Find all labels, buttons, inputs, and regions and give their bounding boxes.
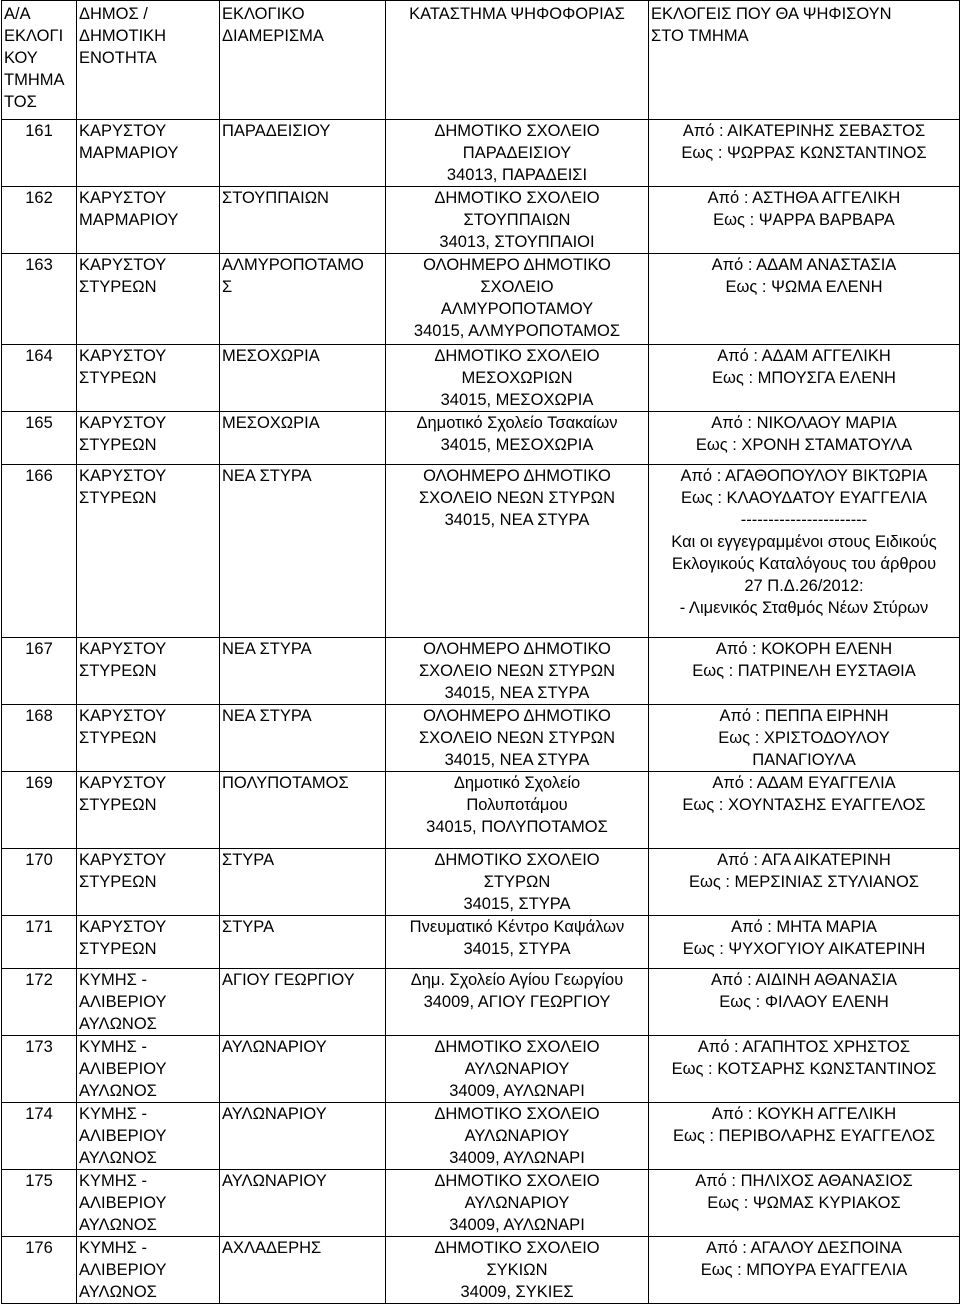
text-line: 27 Π.Δ.26/2012: [744,577,864,595]
district-cell [220,916,386,969]
text-line: Από : ΑΔΑΜ ΑΝΑΣΤΑΣΙΑ [711,256,897,274]
municipality-cell [77,465,220,638]
polling-station-cell [386,187,649,254]
text-line: ΣΤΥΡΕΩΝ [79,489,157,507]
text-line: 34015, ΝΕΑ ΣΤΥΡΑ [444,684,590,702]
text-line: ΣΤΥΡΕΩΝ [79,729,157,747]
table-row [2,254,960,345]
text-line: Εως : ΨΩΜΑ ΕΛΕΝΗ [725,278,883,296]
text-line: ΑΛΙΒΕΡΙΟΥ [79,1127,167,1145]
text-line: ΑΛΙΒΕΡΙΟΥ [79,1060,167,1078]
text-line: 34015, ΑΛΜΥΡΟΠΟΤΑΜΟΣ [413,322,621,340]
table-row [2,638,960,705]
text-line: ΚΟΥ [4,49,38,67]
table-row [2,772,960,849]
text-line: ΑΥΛΩΝΑΡΙΟΥ [464,1194,570,1212]
text-line: ΚΑΡΥΣΤΟΥ [79,707,167,725]
voters-range-cell [649,916,960,969]
voters-range-cell [649,1103,960,1170]
text-line: ΣΧΟΛΕΙΟ ΝΕΩΝ ΣΤΥΡΩΝ [418,662,616,680]
text-line: ΑΥΛΩΝΑΡΙΟΥ [222,1105,327,1123]
polling-station-cell [386,849,649,916]
text-line: 34015, ΣΤΥΡΑ [463,895,571,913]
section-number-cell: 172 [2,969,77,1036]
text-line: ΑΥΛΩΝΟΣ [79,1216,157,1234]
district-cell [220,465,386,638]
text-line: ΚΑΡΥΣΤΟΥ [79,918,167,936]
table-row [2,1036,960,1103]
municipality-cell [77,412,220,465]
text-line: ΟΛΟΗΜΕΡΟ ΔΗΜΟΤΙΚΟ [423,707,611,725]
text-line: ΚΑΡΥΣΤΟΥ [79,122,167,140]
polling-station-cell [386,412,649,465]
text-line: ΑΥΛΩΝΟΣ [79,1149,157,1167]
text-line: Και οι εγγεγραμμένοι στους Ειδικούς [671,533,937,551]
text-line: Δημοτικό Σχολείο [453,774,581,792]
text-line: Α/Α [4,5,31,23]
text-line: Εως : ΜΠΟΥΡΑ ΕΥΑΓΓΕΛΙΑ [700,1261,908,1279]
text-line: Από : ΑΔΑΜ ΑΓΓΕΛΙΚΗ [717,347,891,365]
section-number-cell: 162 [2,187,77,254]
table-row [2,412,960,465]
text-line: ΔΗΜΟΤΙΚΟ ΣΧΟΛΕΙΟ [434,1038,600,1056]
text-line: ΜΕΣΟΧΩΡΙΩΝ [461,369,573,387]
text-line: Από : ΠΗΛΙΧΟΣ ΑΘΑΝΑΣΙΟΣ [695,1172,913,1190]
section-number-cell: 164 [2,345,77,412]
section-number-cell: 167 [2,638,77,705]
text-line: 34013, ΣΤΟΥΠΠΑΙΟΙ [439,233,595,251]
municipality-cell [77,1036,220,1103]
text-line: ΕΚΛΟΓΙ [4,27,64,45]
text-line: Εως : ΚΟΤΣΑΡΗΣ ΚΩΝΣΤΑΝΤΙΝΟΣ [671,1060,937,1078]
text-line: Εως : ΧΡΙΣΤΟΔΟΥΛΟΥ [718,729,890,747]
text-line: ΣΥΚΙΩΝ [486,1261,548,1279]
municipality-cell [77,187,220,254]
text-line: ΣΤΥΡΕΩΝ [79,940,157,958]
text-line: ΑΥΛΩΝΑΡΙΟΥ [464,1060,570,1078]
text-line: ΝΕΑ ΣΤΥΡΑ [222,707,312,725]
text-line: Εως : ΦΙΛΑΟΥ ΕΛΕΝΗ [719,993,889,1011]
text-line: ΝΕΑ ΣΤΥΡΑ [222,640,312,658]
text-line: ΠΑΡΑΔΕΙΣΙΟΥ [462,144,572,162]
text-line: 34009, ΑΥΛΩΝΑΡΙ [449,1082,585,1100]
header-electoral-district [220,1,386,120]
text-line: ΑΥΛΩΝΑΡΙΟΥ [464,1127,570,1145]
text-line: ΔΗΜΟΤΙΚΟ ΣΧΟΛΕΙΟ [434,122,600,140]
polling-station-cell [386,345,649,412]
municipality-cell [77,1103,220,1170]
voters-range-cell [649,465,960,638]
text-line: ΔΗΜΟΤΙΚΟ ΣΧΟΛΕΙΟ [434,189,600,207]
text-line: ΑΛΜΥΡΟΠΟΤΑΜΟΥ [440,300,594,318]
section-number-cell: 173 [2,1036,77,1103]
text-line: ΕΚΛΟΓΙΚΟ [222,5,305,23]
district-cell [220,1103,386,1170]
voters-range-cell [649,254,960,345]
text-line: ΕΝΟΤΗΤΑ [79,49,157,67]
table-row [2,705,960,772]
text-line: 34009, ΑΓΙΟΥ ΓΕΩΡΓΙΟΥ [423,993,611,1011]
text-line: Εως : ΠΕΡΙΒΟΛΑΡΗΣ ΕΥΑΓΓΕΛΟΣ [672,1127,936,1145]
district-cell [220,254,386,345]
section-number-cell: 165 [2,412,77,465]
text-line: Από : ΑΓΑΠΗΤΟΣ ΧΡΗΣΤΟΣ [697,1038,911,1056]
text-line: ΚΑΡΥΣΤΟΥ [79,851,167,869]
table-row [2,187,960,254]
polling-station-cell [386,465,649,638]
text-line: Από : ΑΣΤΗΘΑ ΑΓΓΕΛΙΚΗ [707,189,901,207]
text-line: ΣΤΥΡΕΩΝ [79,369,157,387]
text-line: ΑΥΛΩΝΑΡΙΟΥ [222,1172,327,1190]
table-row [2,465,960,638]
district-cell [220,345,386,412]
text-line: 34015, ΜΕΣΟΧΩΡΙΑ [440,391,594,409]
text-line: ΣΤΥΡΕΩΝ [79,662,157,680]
header-municipality [77,1,220,120]
polling-station-cell [386,1103,649,1170]
table-row [2,1237,960,1304]
voters-range-cell [649,120,960,187]
text-line: 34015, ΣΤΥΡΑ [463,940,571,958]
text-line: ΔΗΜΟΤΙΚΟ ΣΧΟΛΕΙΟ [434,1172,600,1190]
text-line: ΣΤΥΡΕΩΝ [79,796,157,814]
voters-range-cell [649,1237,960,1304]
text-line: ΣΤΥΡΕΩΝ [79,278,157,296]
text-line: - Λιμενικός Σταθμός Νέων Στύρων [679,599,929,617]
voters-range-cell [649,969,960,1036]
text-line: ΟΛΟΗΜΕΡΟ ΔΗΜΟΤΙΚΟ [423,640,611,658]
text-line: Από : ΑΔΑΜ ΕΥΑΓΓΕΛΙΑ [712,774,896,792]
text-line: ΣΤΟΥΠΠΑΙΩΝ [463,211,571,229]
voters-range-cell [649,705,960,772]
municipality-cell [77,254,220,345]
text-line: ΚΑΡΥΣΤΟΥ [79,347,167,365]
district-cell [220,1237,386,1304]
text-line: ΔΗΜΟΣ / [79,5,148,23]
text-line: Εως : ΨΩΡΡΑΣ ΚΩΝΣΤΑΝΤΙΝΟΣ [681,144,927,162]
text-line: ΣΤΥΡΑ [222,918,275,936]
text-line: Εως : ΨΑΡΡΑ ΒΑΡΒΑΡΑ [713,211,895,229]
text-line: Εως : ΠΑΤΡΙΝΕΛΗ ΕΥΣΤΑΘΙΑ [692,662,916,680]
municipality-cell [77,705,220,772]
text-line: ΔΗΜΟΤΙΚΟ ΣΧΟΛΕΙΟ [434,1239,600,1257]
text-line: Εως : ΜΠΟΥΣΓΑ ΕΛΕΝΗ [712,369,896,387]
polling-station-cell [386,638,649,705]
text-line: 34009, ΑΥΛΩΝΑΡΙ [449,1149,585,1167]
voters-range-cell [649,1170,960,1237]
voters-range-cell [649,412,960,465]
section-number-cell: 169 [2,772,77,849]
section-number-cell: 175 [2,1170,77,1237]
municipality-cell [77,916,220,969]
text-line: ΟΛΟΗΜΕΡΟ ΔΗΜΟΤΙΚΟ [423,256,611,274]
text-line: ΔΗΜΟΤΙΚΟ ΣΧΟΛΕΙΟ [434,1105,600,1123]
text-line: ΣΧΟΛΕΙΟ ΝΕΩΝ ΣΤΥΡΩΝ [418,489,616,507]
district-cell [220,705,386,772]
text-line: 34009, ΣΥΚΙΕΣ [460,1283,574,1301]
table-row [2,969,960,1036]
text-line: ΣΤΥΡΩΝ [483,873,551,891]
header-polling-section-number [2,1,77,120]
municipality-cell [77,345,220,412]
text-line: ΔΗΜΟΤΙΚΗ [79,27,167,45]
section-number-cell: 176 [2,1237,77,1304]
text-line: ΚΑΤΑΣΤΗΜΑ ΨΗΦΟΦΟΡΙΑΣ [409,5,625,23]
text-line: ΤΟΣ [4,93,37,111]
text-line: ΑΛΙΒΕΡΙΟΥ [79,1261,167,1279]
section-number-cell: 166 [2,465,77,638]
text-line: ΜΑΡΜΑΡΙΟΥ [79,144,179,162]
text-line: Από : ΚΟΥΚΗ ΑΓΓΕΛΙΚΗ [711,1105,897,1123]
section-number-cell: 161 [2,120,77,187]
text-line: ΠΟΛΥΠΟΤΑΜΟΣ [222,774,349,792]
text-line: ΚΑΡΥΣΤΟΥ [79,774,167,792]
text-line: Από : ΑΙΚΑΤΕΡΙΝΗΣ ΣΕΒΑΣΤΟΣ [682,122,926,140]
text-line: ΑΓΙΟΥ ΓΕΩΡΓΙΟΥ [222,971,355,989]
table-row [2,345,960,412]
header-polling-station [386,1,649,120]
municipality-cell [77,120,220,187]
text-line: ΚΑΡΥΣΤΟΥ [79,256,167,274]
section-number-cell: 163 [2,254,77,345]
district-cell [220,849,386,916]
text-line: Πνευματικό Κέντρο Καψάλων [409,918,625,936]
text-line: 34009, ΑΥΛΩΝΑΡΙ [449,1216,585,1234]
voters-range-cell [649,772,960,849]
text-line: ΣΤΟ ΤΜΗΜΑ [651,27,749,45]
section-number-cell: 171 [2,916,77,969]
district-cell [220,1170,386,1237]
text-line: Από : ΑΓΑ ΑΙΚΑΤΕΡΙΝΗ [717,851,891,869]
polling-station-cell [386,1036,649,1103]
table-row [2,1170,960,1237]
municipality-cell [77,772,220,849]
text-line: ΜΕΣΟΧΩΡΙΑ [222,414,320,432]
text-line: ΚΥΜΗΣ - [79,1172,147,1190]
text-line: Από : ΜΗΤΑ ΜΑΡΙΑ [731,918,877,936]
text-line: ΟΛΟΗΜΕΡΟ ΔΗΜΟΤΙΚΟ [423,467,611,485]
text-line: Πολυποτάμου [466,796,568,814]
text-line: Από : ΑΓΑΘΟΠΟΥΛΟΥ ΒΙΚΤΩΡΙΑ [680,467,928,485]
text-line: ΑΛΜΥΡΟΠΟΤΑΜΟ [222,256,364,274]
polling-station-cell [386,969,649,1036]
text-line: ΑΥΛΩΝΟΣ [79,1015,157,1033]
text-line: Εως : ΚΛΑΟΥΔΑΤΟΥ ΕΥΑΓΓΕΛΙΑ [680,489,928,507]
text-line: ΜΑΡΜΑΡΙΟΥ [79,211,179,229]
text-line: Εως : ΨΩΜΑΣ ΚΥΡΙΑΚΟΣ [707,1194,901,1212]
text-line: Εως : ΧΟΥΝΤΑΣΗΣ ΕΥΑΓΓΕΛΟΣ [682,796,926,814]
polling-station-cell [386,1170,649,1237]
text-line: ΑΥΛΩΝΟΣ [79,1283,157,1301]
text-line: ΚΥΜΗΣ - [79,971,147,989]
text-line: Εκλογικούς Καταλόγους του άρθρου [671,555,937,573]
municipality-cell [77,849,220,916]
text-line: ΚΥΜΗΣ - [79,1105,147,1123]
text-line: ΠΑΡΑΔΕΙΣΙΟΥ [222,122,331,140]
district-cell [220,638,386,705]
polling-station-cell [386,705,649,772]
text-line: ΠΑΝΑΓΙΟΥΛΑ [752,751,856,769]
text-line: ΑΧΛΑΔΕΡΗΣ [222,1239,322,1257]
text-line: ----------------------- [740,511,868,529]
text-line: Από : ΝΙΚΟΛΑΟΥ ΜΑΡΙΑ [711,414,897,432]
text-line: ΚΥΜΗΣ - [79,1038,147,1056]
text-line: 34015, ΜΕΣΟΧΩΡΙΑ [440,436,594,454]
text-line: ΝΕΑ ΣΤΥΡΑ [222,467,312,485]
section-number-cell: 174 [2,1103,77,1170]
text-line: ΣΤΟΥΠΠΑΙΩΝ [222,189,329,207]
table-row [2,849,960,916]
polling-station-cell [386,120,649,187]
text-line: ΑΛΙΒΕΡΙΟΥ [79,993,167,1011]
table-row [2,120,960,187]
text-line: ΣΤΥΡΕΩΝ [79,436,157,454]
text-line: ΚΑΡΥΣΤΟΥ [79,189,167,207]
table-row [2,916,960,969]
text-line: Από : ΚΟΚΟΡΗ ΕΛΕΝΗ [715,640,893,658]
text-line: ΣΤΥΡΕΩΝ [79,873,157,891]
text-line: Δημ. Σχολείο Αγίου Γεωργίου [410,971,624,989]
district-cell [220,187,386,254]
section-number-cell: 168 [2,705,77,772]
text-line: ΣΧΟΛΕΙΟ ΝΕΩΝ ΣΤΥΡΩΝ [418,729,616,747]
text-line: ΔΙΑΜΕΡΙΣΜΑ [222,27,324,45]
text-line: Από : ΠΕΠΠΑ ΕΙΡΗΝΗ [719,707,889,725]
municipality-cell [77,1237,220,1304]
text-line: ΣΤΥΡΑ [222,851,275,869]
polling-stations-table [1,0,960,1304]
text-line: 34015, ΝΕΑ ΣΤΥΡΑ [444,511,590,529]
voters-range-cell [649,849,960,916]
municipality-cell [77,1170,220,1237]
district-cell [220,120,386,187]
section-number-cell: 170 [2,849,77,916]
header-voters [649,1,960,120]
text-line: ΚΑΡΥΣΤΟΥ [79,414,167,432]
text-line: ΑΥΛΩΝΟΣ [79,1082,157,1100]
text-line: ΚΥΜΗΣ - [79,1239,147,1257]
text-line: Εως : ΜΕΡΣΙΝΙΑΣ ΣΤΥΛΙΑΝΟΣ [688,873,920,891]
text-line: Εως : ΨΥΧΟΓΥΙΟΥ ΑΙΚΑΤΕΡΙΝΗ [682,940,926,958]
district-cell [220,969,386,1036]
text-line: 34015, ΠΟΛΥΠΟΤΑΜΟΣ [426,818,608,836]
voters-range-cell [649,638,960,705]
table-row [2,1103,960,1170]
text-line: ΚΑΡΥΣΤΟΥ [79,640,167,658]
polling-station-cell [386,1237,649,1304]
text-line: ΑΥΛΩΝΑΡΙΟΥ [222,1038,327,1056]
district-cell [220,772,386,849]
district-cell [220,412,386,465]
text-line: ΣΧΟΛΕΙΟ [480,278,554,296]
text-line: Εως : ΧΡΟΝΗ ΣΤΑΜΑΤΟΥΛΑ [695,436,913,454]
text-line: ΔΗΜΟΤΙΚΟ ΣΧΟΛΕΙΟ [434,347,600,365]
municipality-cell [77,969,220,1036]
text-line: ΔΗΜΟΤΙΚΟ ΣΧΟΛΕΙΟ [434,851,600,869]
text-line: Από : ΑΓΑΛΟΥ ΔΕΣΠΟΙΝΑ [706,1239,902,1257]
polling-station-cell [386,916,649,969]
text-line: Από : ΑΙΔΙΝΗ ΑΘΑΝΑΣΙΑ [710,971,898,989]
text-line: 34013, ΠΑΡΑΔΕΙΣΙ [446,166,588,184]
voters-range-cell [649,187,960,254]
header-row [2,1,960,120]
polling-station-cell [386,772,649,849]
text-line: ΜΕΣΟΧΩΡΙΑ [222,347,320,365]
text-line: Σ [222,278,233,296]
district-cell [220,1036,386,1103]
text-line: Δημοτικό Σχολείο Τσακαίων [416,414,618,432]
text-line: 34015, ΝΕΑ ΣΤΥΡΑ [444,751,590,769]
voters-range-cell [649,1036,960,1103]
voters-range-cell [649,345,960,412]
text-line: ΑΛΙΒΕΡΙΟΥ [79,1194,167,1212]
polling-station-cell [386,254,649,345]
text-line: ΚΑΡΥΣΤΟΥ [79,467,167,485]
municipality-cell [77,638,220,705]
text-line: ΕΚΛΟΓΕΙΣ ΠΟΥ ΘΑ ΨΗΦΙΣΟΥΝ [651,5,892,23]
text-line: ΤΜΗΜΑ [4,71,65,89]
